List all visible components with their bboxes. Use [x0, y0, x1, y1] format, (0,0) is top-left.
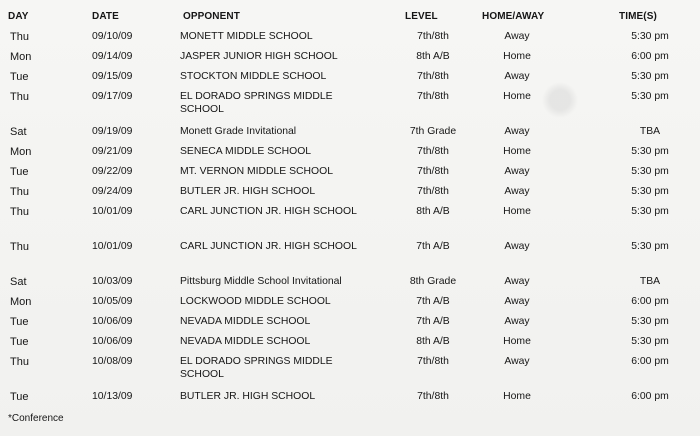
row-level: 7th/8th	[417, 391, 449, 402]
header-opponent: OPPONENT	[183, 11, 240, 22]
table-row	[0, 30, 700, 48]
row-time: 6:00 pm	[631, 391, 669, 402]
header-date: DATE	[92, 11, 119, 22]
table-row	[0, 50, 700, 68]
row-opponent: Pittsburg Middle School Invitational	[180, 276, 342, 287]
row-day: Sat	[10, 276, 27, 288]
row-opponent: MT. VERNON MIDDLE SCHOOL	[180, 166, 333, 177]
row-day: Tue	[10, 166, 29, 178]
row-home-away: Away	[504, 316, 530, 327]
row-level: 8th Grade	[409, 276, 457, 287]
row-opponent: Monett Grade Invitational	[180, 126, 297, 137]
row-opponent: NEVADA MIDDLE SCHOOL	[180, 336, 311, 347]
row-time: 5:30 pm	[631, 316, 669, 327]
row-day: Thu	[10, 241, 29, 253]
row-date: 09/22/09	[92, 166, 133, 177]
row-opponent: EL DORADO SPRINGS MIDDLE SCHOOL	[180, 356, 333, 380]
row-home-away: Home	[503, 51, 531, 62]
row-level: 7th Grade	[409, 126, 457, 137]
table-row	[0, 70, 700, 88]
row-home-away: Away	[504, 166, 530, 177]
row-opponent: CARL JUNCTION JR. HIGH SCHOOL	[180, 206, 357, 217]
row-level: 7th/8th	[417, 71, 449, 82]
row-date: 10/06/09	[92, 316, 133, 327]
row-day: Mon	[10, 296, 32, 308]
row-home-away: Away	[504, 241, 530, 252]
row-level: 8th A/B	[416, 51, 450, 62]
row-home-away: Home	[503, 391, 531, 402]
row-opponent: EL DORADO SPRINGS MIDDLE SCHOOL	[180, 91, 333, 115]
row-opponent: BUTLER JR. HIGH SCHOOL	[180, 391, 316, 402]
row-time: 5:30 pm	[631, 166, 669, 177]
row-time: 5:30 pm	[631, 206, 669, 217]
row-time: 5:30 pm	[631, 71, 669, 82]
row-time: 5:30 pm	[631, 31, 669, 42]
row-time: 5:30 pm	[631, 241, 669, 252]
table-row	[0, 90, 700, 122]
table-row	[0, 390, 700, 408]
table-row	[0, 315, 700, 333]
row-date: 10/08/09	[92, 356, 133, 367]
row-home-away: Away	[504, 71, 530, 82]
row-day: Tue	[10, 71, 29, 83]
row-home-away: Away	[504, 356, 530, 367]
table-row	[0, 355, 700, 387]
row-opponent: SENECA MIDDLE SCHOOL	[180, 146, 312, 157]
row-opponent: JASPER JUNIOR HIGH SCHOOL	[180, 51, 338, 62]
row-level: 7th A/B	[416, 316, 450, 327]
table-row	[0, 240, 700, 272]
row-opponent: NEVADA MIDDLE SCHOOL	[180, 316, 311, 327]
row-level: 7th/8th	[417, 356, 449, 367]
row-day: Thu	[10, 186, 29, 198]
row-date: 09/14/09	[92, 51, 133, 62]
row-day: Tue	[10, 316, 29, 328]
header-day: DAY	[8, 11, 29, 22]
row-date: 10/05/09	[92, 296, 133, 307]
row-time: 6:00 pm	[631, 51, 669, 62]
row-time: 6:00 pm	[631, 296, 669, 307]
row-opponent: BUTLER JR. HIGH SCHOOL	[180, 186, 316, 197]
row-date: 09/10/09	[92, 31, 133, 42]
row-home-away: Home	[503, 206, 531, 217]
row-home-away: Away	[504, 126, 530, 137]
row-day: Mon	[10, 51, 32, 63]
row-day: Thu	[10, 91, 29, 103]
row-home-away: Away	[504, 296, 530, 307]
footnote: *Conference	[8, 413, 64, 424]
row-home-away: Away	[504, 31, 530, 42]
row-home-away: Away	[504, 276, 530, 287]
row-home-away: Away	[504, 186, 530, 197]
row-time: 5:30 pm	[631, 336, 669, 347]
row-level: 8th A/B	[416, 336, 450, 347]
row-date: 10/13/09	[92, 391, 133, 402]
row-time: 5:30 pm	[631, 146, 669, 157]
row-date: 10/01/09	[92, 241, 133, 252]
table-row	[0, 145, 700, 163]
row-level: 7th/8th	[417, 166, 449, 177]
row-home-away: Home	[503, 91, 531, 102]
row-home-away: Home	[503, 336, 531, 347]
row-date: 09/24/09	[92, 186, 133, 197]
row-level: 8th A/B	[416, 206, 450, 217]
row-level: 7th A/B	[416, 296, 450, 307]
row-opponent: CARL JUNCTION JR. HIGH SCHOOL	[180, 241, 357, 252]
row-opponent: LOCKWOOD MIDDLE SCHOOL	[180, 296, 331, 307]
header-level: LEVEL	[405, 11, 438, 22]
table-row	[0, 335, 700, 353]
row-date: 10/03/09	[92, 276, 133, 287]
row-level: 7th A/B	[416, 241, 450, 252]
row-day: Tue	[10, 391, 29, 403]
row-home-away: Home	[503, 146, 531, 157]
row-day: Tue	[10, 336, 29, 348]
row-date: 09/17/09	[92, 91, 133, 102]
row-day: Mon	[10, 146, 32, 158]
row-date: 10/01/09	[92, 206, 133, 217]
row-level: 7th/8th	[417, 146, 449, 157]
header-time: TIME(S)	[619, 11, 657, 22]
header-home-away: HOME/AWAY	[482, 11, 545, 22]
row-day: Thu	[10, 31, 29, 43]
row-level: 7th/8th	[417, 186, 449, 197]
row-opponent: MONETT MIDDLE SCHOOL	[180, 31, 313, 42]
row-time: 6:00 pm	[631, 356, 669, 367]
table-row	[0, 165, 700, 183]
row-date: 10/06/09	[92, 336, 133, 347]
row-level: 7th/8th	[417, 31, 449, 42]
table-row	[0, 205, 700, 237]
row-opponent: STOCKTON MIDDLE SCHOOL	[180, 71, 327, 82]
row-day: Thu	[10, 206, 29, 218]
row-date: 09/19/09	[92, 126, 133, 137]
table-header	[0, 10, 700, 28]
table-row	[0, 125, 700, 143]
row-day: Sat	[10, 126, 27, 138]
row-time: 5:30 pm	[631, 91, 669, 102]
row-date: 09/15/09	[92, 71, 133, 82]
row-time: TBA	[639, 126, 661, 137]
table-row	[0, 185, 700, 203]
row-level: 7th/8th	[417, 91, 449, 102]
table-row	[0, 295, 700, 313]
row-date: 09/21/09	[92, 146, 133, 157]
row-time: TBA	[639, 276, 661, 287]
row-time: 5:30 pm	[631, 186, 669, 197]
table-row	[0, 275, 700, 293]
row-day: Thu	[10, 356, 29, 368]
